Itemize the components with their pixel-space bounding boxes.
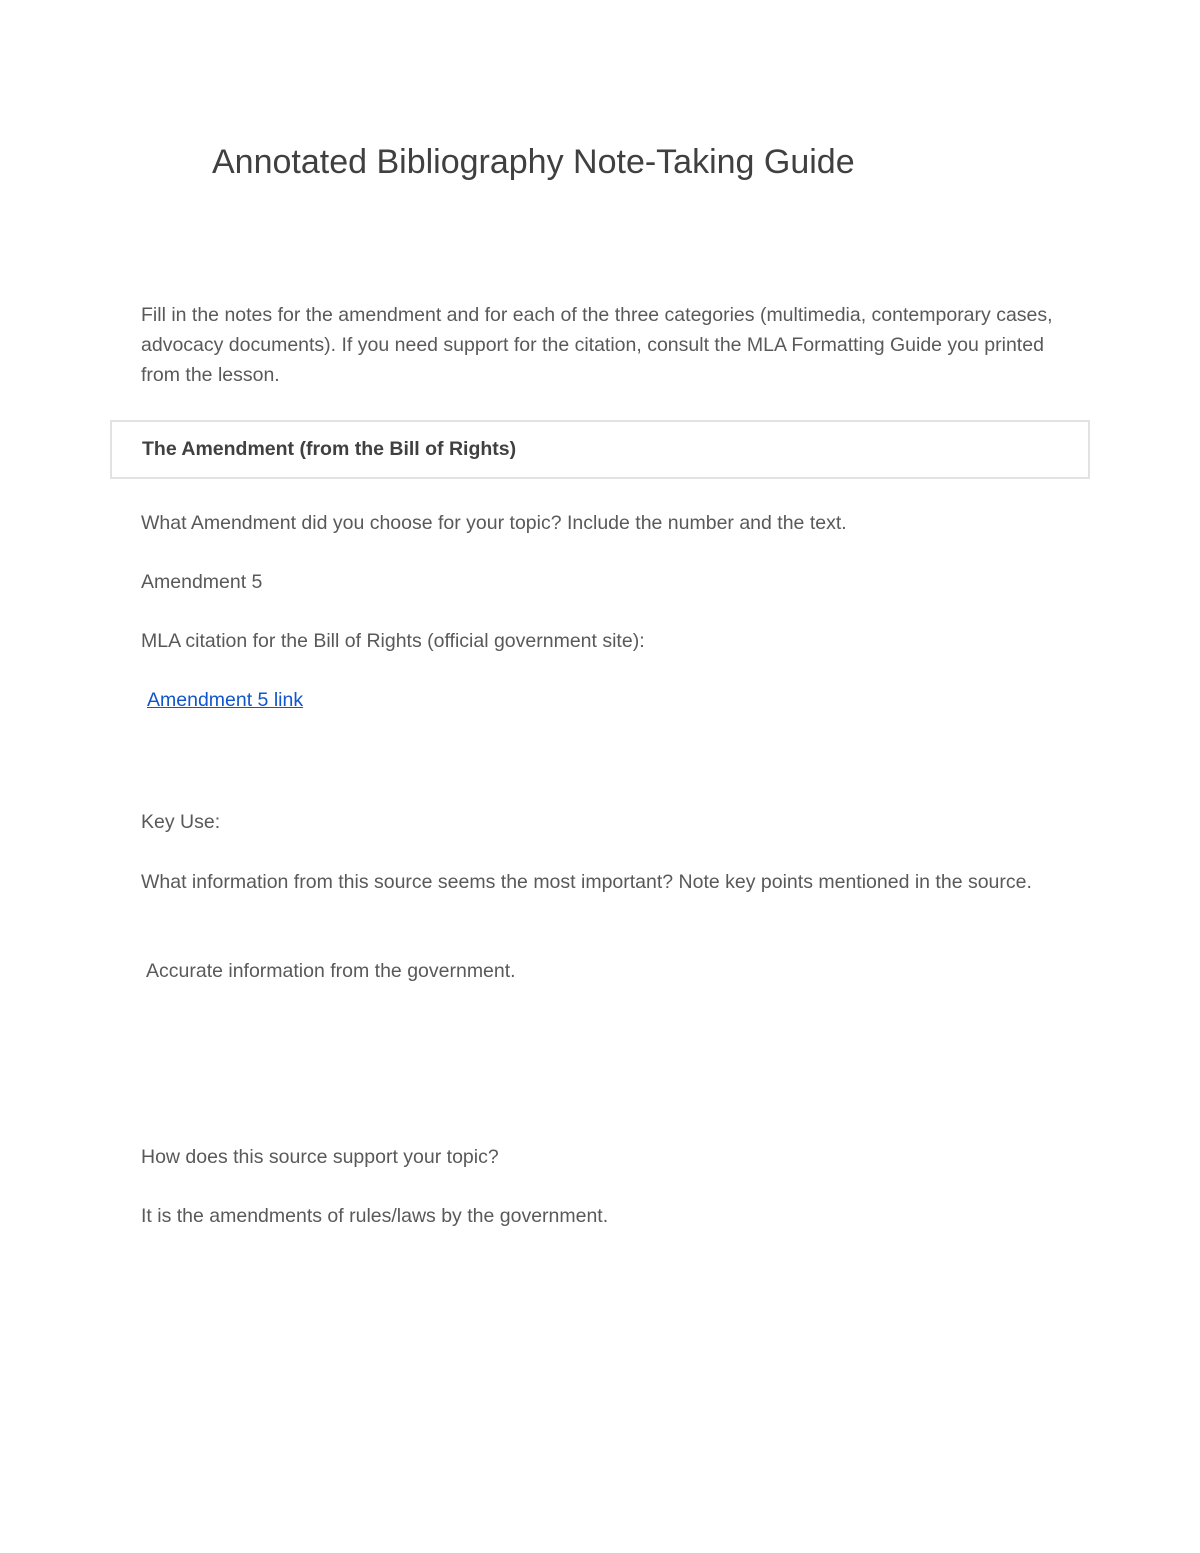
answer-support: It is the amendments of rules/laws by the government.	[141, 1205, 609, 1227]
question-citation: MLA citation for the Bill of Rights (official government site):	[141, 630, 645, 652]
question-important: What information from this source seems the most important? Note key points mentioned in the source.	[141, 871, 1032, 893]
question-amendment: What Amendment did you choose for your topic? Include the number and the text.	[141, 512, 847, 534]
section-header-box	[110, 420, 1090, 479]
section-heading: The Amendment (from the Bill of Rights)	[142, 438, 517, 460]
amendment-5-link[interactable]: Amendment 5 link	[147, 689, 304, 711]
answer-amendment: Amendment 5	[141, 571, 263, 593]
document-title: Annotated Bibliography Note-Taking Guide	[212, 143, 855, 181]
intro-paragraph: Fill in the notes for the amendment and for each of the three categories (multimedia, contemporary cases, advocacy documents). If you need support for the citation, consult the MLA Formatting Guide you printed from the lesson.	[141, 304, 1053, 386]
answer-important: Accurate information from the government.	[146, 960, 516, 982]
key-use-label: Key Use:	[141, 811, 221, 833]
question-support: How does this source support your topic?	[141, 1146, 499, 1168]
